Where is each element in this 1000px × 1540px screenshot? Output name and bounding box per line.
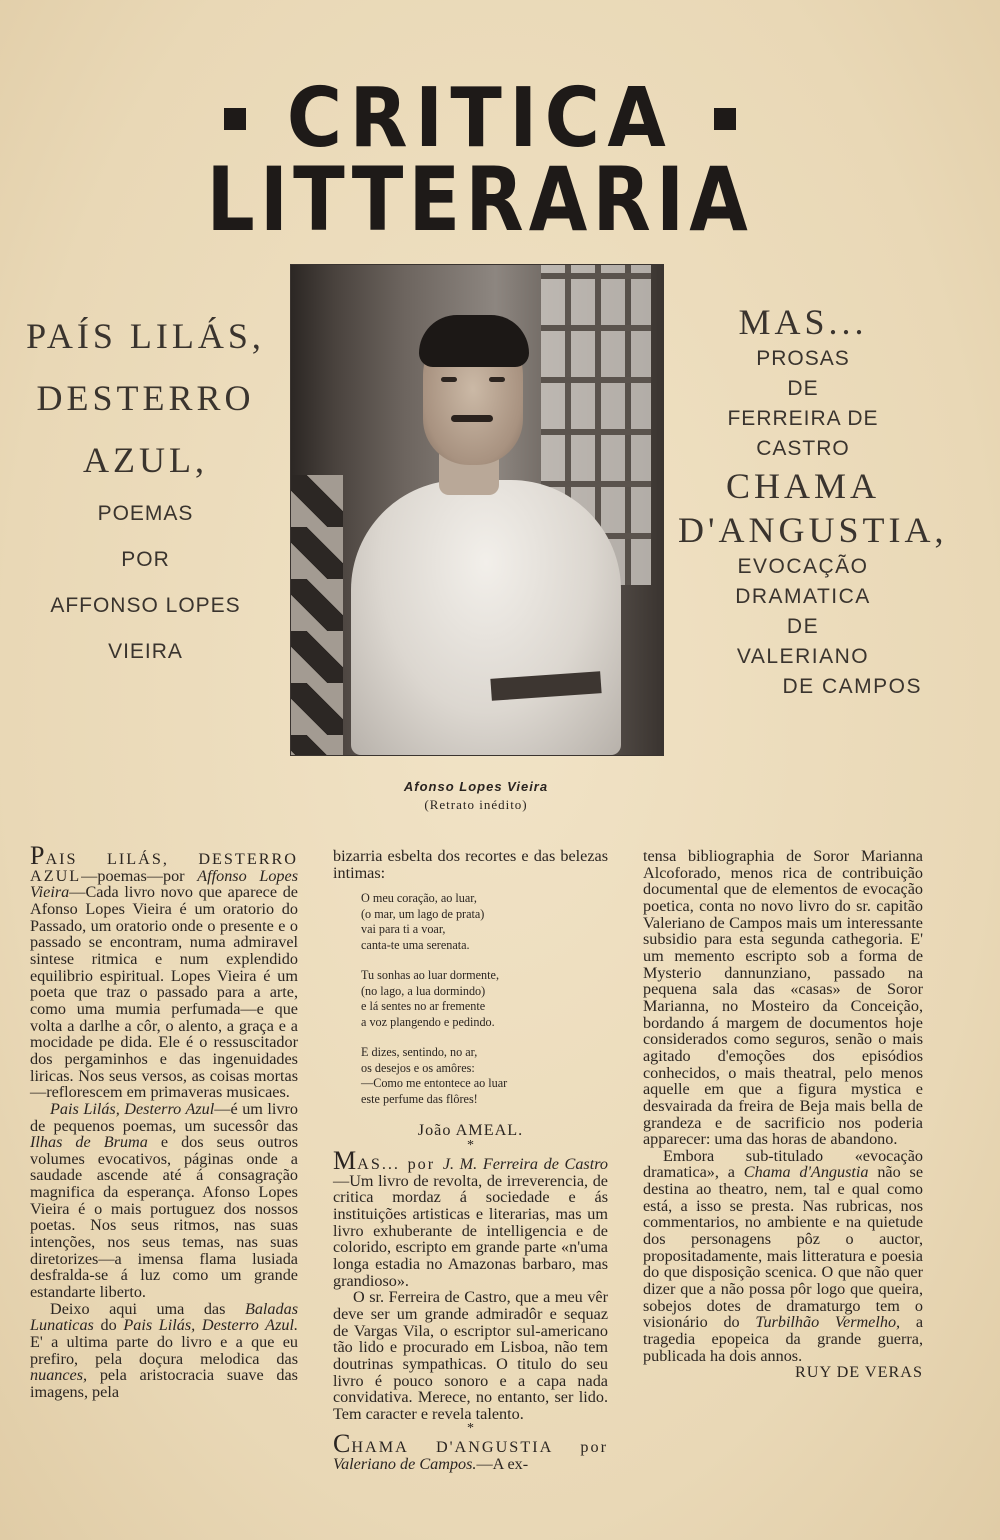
body-text: do xyxy=(93,1316,124,1335)
left-book-title xyxy=(18,305,273,675)
emphasis: nuances, xyxy=(30,1366,88,1385)
masthead-line2 xyxy=(100,148,860,251)
column-1 xyxy=(30,841,299,1401)
body-text: não se destina ao theatro, nem, tal e qual como está, a isso se presta. Nas rubricas, nos commentarios, no ambiente e na quietude dos personagens pôz o auctor, propositadamente, mais litteratura e poesia do que disposição scenica. O que não quer dizer que a não possa pôr logo que queira, sobejos dotes de dramaturgo tem o visionário do xyxy=(643,1163,924,1332)
author-name: J. M. Ferreira de Castro xyxy=(442,1154,609,1173)
poem-line: este perfume das flôres! xyxy=(361,1091,478,1106)
column-2 xyxy=(333,848,608,1473)
col2-lead: bizarria esbelta dos recortes e das belezas intimas: xyxy=(333,847,608,882)
photo-caption xyxy=(290,778,662,814)
body-text: —A ex- xyxy=(476,1455,529,1474)
body-text: e dos seus outros volumes evocativos, páginas onde a saudade ascende até á consagração magnifica da esperança. Afonso Lopes Vieira é o mais portuguez dos nossos poetas. Nos seus ritmos, nas suas intenções, nos seus temas, nas suas diretorizes—a imensa flama lusiada desfralda-se á luz como um grande estandarte liberto. xyxy=(30,1133,298,1302)
col3-paragraph xyxy=(643,1148,923,1365)
poem-line: Tu sonhas ao luar dormente, xyxy=(361,968,499,983)
left-title-line: AFFONSO LOPES xyxy=(50,594,241,617)
left-title-line: PAÍS LILÁS, xyxy=(26,316,265,356)
col1-paragraph xyxy=(30,1101,298,1301)
body-text: a tragedia epopeica da grande guerra, publicada ha dois annos. xyxy=(643,1313,923,1365)
col2-paragraph xyxy=(333,1429,608,1474)
drop-cap: P xyxy=(30,841,46,870)
masthead-ornament-left xyxy=(224,108,246,130)
author-name: Valeriano de Campos. xyxy=(333,1455,477,1474)
left-title-line: POEMAS xyxy=(97,502,194,525)
col3-paragraph: tensa bibliographia de Soror Marianna Alcoforado, menos rica de contribuição documental que de elementos de evocação poetica, conta no novo livro do sr. capitão Valeriano de Campos mais um interessante subsidio para esta segunda cathegoria. E' um memento escripto sob a forma de Mysterio dannunziano, passado na pequena sala das «casas» de Soror Marianna, no Mosteiro da Conceição, bordando á margem de documentos hoje considerados como seguros, senão o mais agitado d'emoções dos episódios conhecidos, o mais theatral, pelo menos aquelle em que a figura mystica e desvairada da freira de Beja mais bella de grandeza e de sacrificio nos poderia apparecer: uma das horas de abandono. xyxy=(643,847,923,1149)
right-book-title xyxy=(678,300,948,702)
left-title-line: AZUL, xyxy=(83,440,208,480)
col1-paragraph xyxy=(30,841,299,1102)
heading-text: AZUL xyxy=(30,866,82,885)
right-title-line: PROSAS xyxy=(756,347,850,370)
section-asterisk: * xyxy=(467,1137,474,1153)
left-title-line: DESTERRO xyxy=(36,378,255,418)
body-text: —poemas—por xyxy=(81,866,198,885)
body-text: —é um livro de pequenos poemas, um sucessôr das xyxy=(30,1099,298,1135)
column-3 xyxy=(643,848,923,1381)
left-title-line: VIEIRA xyxy=(108,640,183,663)
poem-line: E dizes, sentindo, no ar, xyxy=(361,1045,478,1060)
poem-line: O meu coração, ao luar, xyxy=(361,891,477,906)
right-title-line: DE xyxy=(786,615,820,638)
masthead-line1 xyxy=(100,71,860,166)
caption-note: (Retrato inédito) xyxy=(424,797,528,812)
photo-tiles xyxy=(291,475,343,755)
poem-stanza xyxy=(361,968,608,1030)
section-asterisk: * xyxy=(467,1421,474,1437)
col2-paragraph xyxy=(333,1145,609,1290)
masthead-litteraria: LITTERARIA xyxy=(206,148,754,251)
photo-shirt xyxy=(351,480,621,755)
right-title-line: D'ANGUSTIA, xyxy=(678,510,948,550)
heading-text: HAMA D'ANGUSTIA por xyxy=(351,1438,608,1457)
poem-line: —Como me entontece ao luar xyxy=(361,1076,508,1091)
heading-text: AS... por xyxy=(357,1154,443,1173)
poem-stanza xyxy=(361,891,608,953)
book-title: Chama d'Angustia xyxy=(743,1163,869,1182)
right-title-line: VALERIANO xyxy=(736,645,870,668)
right-title-line: DE xyxy=(787,377,819,400)
photo-eye xyxy=(441,377,457,382)
body-text: Embora sub-titulado «evocação dramatica», a xyxy=(643,1146,923,1182)
book-title: Turbilhão Vermelho, xyxy=(755,1313,901,1332)
masthead-critica: CRITICA xyxy=(286,71,674,166)
caption-name: Afonso Lopes Vieira xyxy=(403,779,549,794)
poem-line: canta-te uma serenata. xyxy=(361,937,470,952)
photo-mustache xyxy=(451,415,493,422)
signature-ruy-de-veras: RUY DE VERAS xyxy=(794,1363,923,1382)
masthead-ornament-right xyxy=(714,108,736,130)
right-title-line: FERREIRA DE CASTRO xyxy=(727,407,879,460)
poem-line: (no lago, a lua dormindo) xyxy=(361,983,486,998)
body-text: E' a ultima parte do livro e a que eu prefiro, pela doçura melodica das xyxy=(30,1333,298,1368)
drop-cap: C xyxy=(333,1429,352,1459)
right-title-line: DE CAMPOS xyxy=(782,675,922,698)
right-title-line: EVOCAÇÃO xyxy=(737,555,869,578)
right-title-line: DRAMATICA xyxy=(735,585,871,608)
book-title: Pais Lilás, Desterro Azul xyxy=(50,1099,215,1118)
heading-text: AIS LILÁS, DESTERRO xyxy=(45,850,298,868)
signature-joao-ameal: João AMEAL. xyxy=(417,1121,524,1140)
body-text: pela aristocracia suave das imagens, pela xyxy=(30,1366,298,1401)
book-title: Pais Lilás, Desterro Azul. xyxy=(123,1316,299,1335)
body-text: —Cada livro novo que aparece de Afonso Lopes Vieira é um oratorio do Passado, um oratorio onde o presente e o passado se encontram, numa admiravel sintese ritmica e num explendido equilibrio espiritual. Lopes Vieira é um poeta que traz o passado para a arte, como uma mumia perfumada—e que volta a darlhe a côr, o alento, a graça e a mocidade pe dida. Ele é o ressuscitador dos pergaminhos e das ingenuidades liricas. Nos seus versos, as coisas mortas—reflorescem em primaveras musicaes. xyxy=(30,883,298,1102)
drop-cap: M xyxy=(333,1145,358,1175)
body-text: Deixo aqui uma das xyxy=(50,1299,245,1318)
book-title: Ilhas de Bruma xyxy=(30,1133,148,1152)
right-title-line: CHAMA xyxy=(725,466,880,506)
book-title: Baladas Lunaticas xyxy=(30,1299,298,1335)
body-text: —Um livro de revolta, de irreverencia, de critica mordaz á sociedade e ás instituições artisticas e literarias, mas um livro exhuberante de intelligencia e de colorido, escripto em grande parte «n'uma longa estadia no Amazonas barbaro, mas grandioso». xyxy=(333,1171,608,1290)
photo-hair xyxy=(419,315,529,367)
poem-line: vai para ti a voar, xyxy=(361,922,446,937)
poem xyxy=(361,891,608,1107)
col2-paragraph: O sr. Ferreira de Castro, que a meu vêr deve ser um grande admiradôr e sequaz de Vargas Vila, o escriptor sul-americano tão lido e procurado em Lisboa, não tem doutrinas sympathicas. O titulo do seu livro é pouco sonoro e a capa nada convidativa. Merece, no entanto, ser lido. Tem caracter e revela talento. xyxy=(333,1288,608,1423)
poem-line: a voz plangendo e pedindo. xyxy=(361,1014,495,1029)
poem-line: (o mar, um lago de prata) xyxy=(361,906,485,921)
poem-line: e lá sentes no ar fremente xyxy=(361,999,486,1014)
left-title-line: POR xyxy=(121,548,170,571)
poem-line: os desejos e os amôres: xyxy=(361,1060,475,1075)
poem-stanza xyxy=(361,1045,608,1107)
portrait-photo xyxy=(290,264,664,756)
photo-eye xyxy=(489,377,505,382)
col1-paragraph xyxy=(30,1301,298,1401)
masthead xyxy=(100,71,860,251)
right-title-line: MAS... xyxy=(738,302,868,342)
author-name: Affonso Lopes Vieira xyxy=(30,866,299,902)
